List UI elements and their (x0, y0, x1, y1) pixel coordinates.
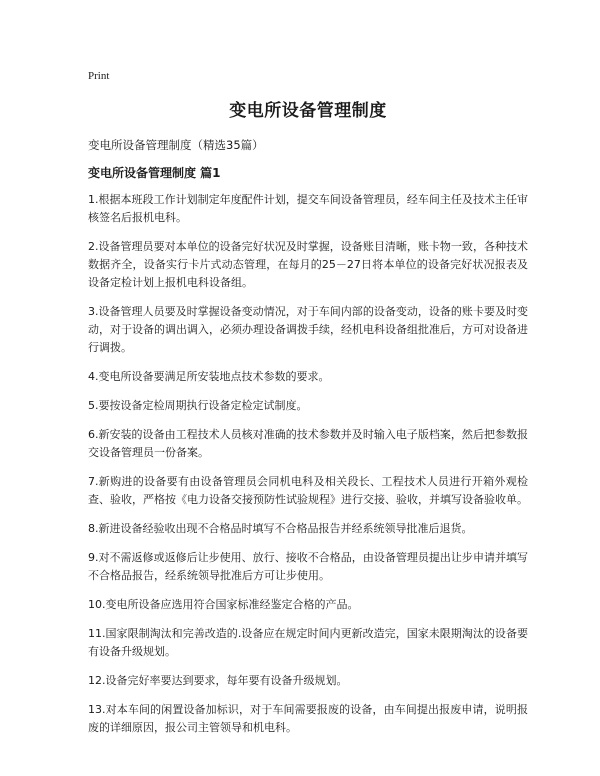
document-subtitle: 变电所设备管理制度（精选35篇） (88, 138, 264, 152)
paragraph-12: 12.设备完好率要达到要求，每年要有设备升级规划。 (88, 674, 348, 687)
paragraph-1: 1.根据本班段工作计划制定年度配件计划，提交车间设备管理员，经车间主任及技术主任审核签名后报机电科。 (88, 193, 528, 224)
paragraph-4: 4.变电所设备要满足所安装地点技术参数的要求。 (88, 370, 330, 383)
paragraph-2: 2.设备管理员要对本单位的设备完好状况及时掌握，设备账目清晰，账卡物一致，各种技术数据齐全，设备实行卡片式动态管理，在每月的25－27日将本单位的设备完好状况报表及设备定检计划上报机电科设备组。 (88, 240, 528, 289)
paragraph-7: 7.新购进的设备要有由设备管理员会同机电科及相关段长、工程技术人员进行开箱外观检查、验收，严格按《电力设备交接预防性试验规程》进行交接、验收，并填写设备验收单。 (88, 475, 528, 506)
paragraph-5: 5.要按设备定检周期执行设备定检定试制度。 (88, 399, 308, 412)
paragraph-9: 9.对不需返修或返修后让步使用、放行、接收不合格品，由设备管理员提出让步申请并填写不合格品报告，经系统领导批准后方可让步使用。 (88, 551, 528, 582)
paragraph-13: 13.对本车间的闲置设备加标识，对于车间需要报废的设备，由车间提出报废申请，说明报废的详细原因，报公司主管领导和机电科。 (88, 703, 528, 734)
paragraph-6: 6.新安装的设备由工程技术人员核对准确的技术参数并及时输入电子版档案，然后把参数报交设备管理员一份备案。 (88, 428, 528, 459)
print-label: Print (88, 70, 110, 82)
paragraph-11: 11.国家限制淘汰和完善改造的.设备应在规定时间内更新改造完，国家未限期淘汰的设备要有设备升级规划。 (88, 627, 528, 658)
paragraph-10: 10.变电所设备应选用符合国家标准经鉴定合格的产品。 (88, 598, 359, 611)
paragraph-3: 3.设备管理人员要及时掌握设备变动情况，对于车间内部的设备变动，设备的账卡要及时变动，对于设备的调出调入，必须办理设备调拨手续，经机电科设备组批准后，方可对设备进行调拨。 (88, 305, 528, 354)
section-heading: 变电所设备管理制度 篇1 (88, 166, 221, 180)
document-title: 变电所设备管理制度 (229, 101, 387, 121)
paragraph-8: 8.新进设备经验收出现不合格品时填写不合格品报告并经系统领导批准后退货。 (88, 522, 473, 535)
